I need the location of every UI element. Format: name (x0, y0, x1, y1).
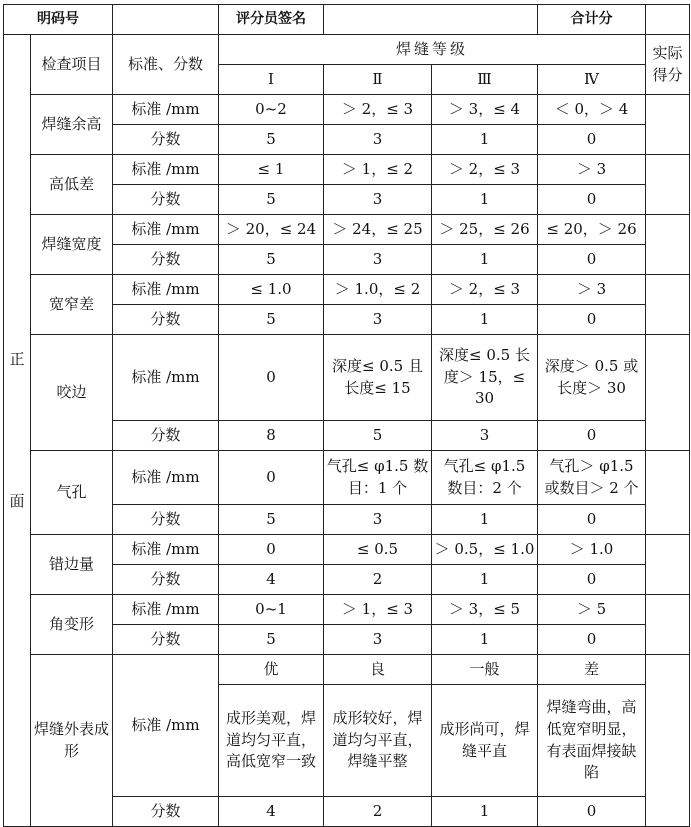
mingmahao-label: 明码号 (4, 5, 113, 35)
item-label: 焊缝外表成形 (31, 655, 113, 827)
grade-2-header: Ⅱ (324, 65, 432, 95)
item-label: 焊缝宽度 (31, 215, 113, 275)
score-value: 0 (538, 565, 646, 595)
std-label: 标准 /mm (113, 595, 219, 625)
score-value: 8 (219, 421, 324, 451)
side-label-cell (4, 35, 31, 827)
std-value: ＞ 1，≤ 3 (324, 595, 432, 625)
score-label: 分数 (113, 565, 219, 595)
std-label: 标准 /mm (113, 95, 219, 125)
weld-score-table (3, 4, 690, 827)
table-row (4, 335, 690, 421)
score-value: 0 (538, 421, 646, 451)
std-value: 成形较好，焊道均匀平直，焊缝平整 (324, 685, 432, 797)
std-value: 0 (219, 451, 324, 505)
actual-score-cell[interactable] (646, 335, 690, 451)
table-row (4, 215, 690, 245)
std-value: ＞ 2，≤ 3 (432, 155, 538, 185)
actual-score-cell[interactable] (646, 595, 690, 655)
standard-column-header: 标准、分数 (113, 35, 219, 95)
std-value: 0~2 (219, 95, 324, 125)
score-label: 分数 (113, 125, 219, 155)
std-value: ＞ 3 (538, 275, 646, 305)
grade-3-header: Ⅲ (432, 65, 538, 95)
score-value: 0 (538, 245, 646, 275)
std-value: ＞ 25，≤ 26 (432, 215, 538, 245)
pingfenyuan-value-cell[interactable] (324, 5, 538, 35)
std-value: ＜ 0，＞ 4 (538, 95, 646, 125)
table-row (4, 155, 690, 185)
level-label: 优 (219, 655, 324, 685)
actual-score-cell[interactable] (646, 451, 690, 535)
actual-score-header: 实际得分 (646, 35, 690, 95)
score-value: 2 (324, 797, 432, 827)
header-row (4, 5, 690, 35)
actual-score-cell[interactable] (646, 535, 690, 595)
score-value: 1 (432, 797, 538, 827)
table-row (4, 95, 690, 125)
score-value: 5 (219, 505, 324, 535)
item-label: 宽窄差 (31, 275, 113, 335)
column-header-row (4, 35, 690, 65)
score-value: 3 (324, 305, 432, 335)
std-label: 标准 /mm (113, 215, 219, 245)
std-label: 标准 /mm (113, 535, 219, 565)
score-value: 3 (432, 421, 538, 451)
side-label (10, 349, 25, 513)
score-label: 分数 (113, 185, 219, 215)
table-row (4, 535, 690, 565)
score-value: 3 (324, 125, 432, 155)
item-label: 错边量 (31, 535, 113, 595)
item-label: 咬边 (31, 335, 113, 451)
actual-score-cell[interactable] (646, 275, 690, 335)
std-value: ＞ 2，≤ 3 (432, 275, 538, 305)
side-label-mian: 面 (9, 491, 25, 510)
heji-value-cell[interactable] (646, 5, 690, 35)
std-value: ＞ 5 (538, 595, 646, 625)
score-value: 0 (538, 185, 646, 215)
score-value: 0 (538, 625, 646, 655)
level-label: 良 (324, 655, 432, 685)
score-value: 1 (432, 305, 538, 335)
std-value: ≤ 1 (219, 155, 324, 185)
std-value: 0~1 (219, 595, 324, 625)
std-value: 0 (219, 535, 324, 565)
side-label-gap (10, 371, 25, 491)
actual-score-cell[interactable] (646, 215, 690, 275)
std-value: 焊缝弯曲，高低宽窄明显，有表面焊接缺陷 (538, 685, 646, 797)
score-value: 0 (538, 125, 646, 155)
score-label: 分数 (113, 625, 219, 655)
std-value: 气孔≤ φ1.5 数目：2 个 (432, 451, 538, 505)
score-label: 分数 (113, 797, 219, 827)
score-value: 1 (432, 185, 538, 215)
std-value: ＞ 24，≤ 25 (324, 215, 432, 245)
std-value: ≤ 20，＞ 26 (538, 215, 646, 245)
item-label: 气孔 (31, 451, 113, 535)
std-value: ＞ 20，≤ 24 (219, 215, 324, 245)
std-value: ＞ 3 (538, 155, 646, 185)
std-value: ＞ 3，≤ 5 (432, 595, 538, 625)
score-label: 分数 (113, 421, 219, 451)
std-value: 深度＞ 0.5 或长度＞ 30 (538, 335, 646, 421)
std-value: 深度≤ 0.5 长度＞ 15，≤ 30 (432, 335, 538, 421)
std-value: ＞ 3，≤ 4 (432, 95, 538, 125)
score-value: 5 (219, 305, 324, 335)
level-label: 一般 (432, 655, 538, 685)
score-value: 5 (219, 125, 324, 155)
score-value: 3 (324, 185, 432, 215)
mingmahao-value-cell[interactable] (113, 5, 219, 35)
score-label: 分数 (113, 305, 219, 335)
item-column-header: 检查项目 (31, 35, 113, 95)
score-value: 1 (432, 625, 538, 655)
score-value: 0 (538, 505, 646, 535)
std-value: ≤ 0.5 (324, 535, 432, 565)
score-value: 2 (324, 565, 432, 595)
std-label: 标准 /mm (113, 451, 219, 505)
score-value: 1 (432, 565, 538, 595)
std-value: 深度≤ 0.5 且长度≤ 15 (324, 335, 432, 421)
std-label: 标准 /mm (113, 655, 219, 797)
table-row (4, 275, 690, 305)
score-value: 5 (219, 245, 324, 275)
actual-score-cell[interactable] (646, 655, 690, 827)
score-value: 1 (432, 125, 538, 155)
grade-title: 焊缝等级 (219, 35, 646, 65)
std-value: 成形尚可，焊缝平直 (432, 685, 538, 797)
heji-label: 合计分 (538, 5, 646, 35)
score-label: 分数 (113, 245, 219, 275)
std-label: 标准 /mm (113, 335, 219, 421)
score-value: 1 (432, 505, 538, 535)
score-label: 分数 (113, 505, 219, 535)
std-value: 0 (219, 335, 324, 421)
table-row (4, 451, 690, 505)
score-value: 3 (324, 625, 432, 655)
std-value: ＞ 1，≤ 2 (324, 155, 432, 185)
std-value: ＞ 0.5，≤ 1.0 (432, 535, 538, 565)
item-label: 焊缝余高 (31, 95, 113, 155)
level-label: 差 (538, 655, 646, 685)
grade-1-header: Ⅰ (219, 65, 324, 95)
item-label: 角变形 (31, 595, 113, 655)
table-row (4, 595, 690, 625)
std-value: ＞ 1.0 (538, 535, 646, 565)
actual-score-cell[interactable] (646, 95, 690, 155)
grade-4-header: Ⅳ (538, 65, 646, 95)
score-value: 5 (219, 625, 324, 655)
score-value: 0 (538, 797, 646, 827)
side-label-zheng: 正 (9, 349, 25, 368)
score-value: 0 (538, 305, 646, 335)
std-value: ＞ 1.0，≤ 2 (324, 275, 432, 305)
score-value: 5 (219, 185, 324, 215)
std-value: 气孔＞ φ1.5 或数目＞ 2 个 (538, 451, 646, 505)
item-label: 高低差 (31, 155, 113, 215)
std-value: ＞ 2，≤ 3 (324, 95, 432, 125)
std-value: 气孔≤ φ1.5 数目：1 个 (324, 451, 432, 505)
table-row (4, 655, 690, 685)
score-value: 1 (432, 245, 538, 275)
score-value: 3 (324, 245, 432, 275)
pingfenyuan-label: 评分员签名 (219, 5, 324, 35)
std-label: 标准 /mm (113, 155, 219, 185)
score-value: 4 (219, 565, 324, 595)
score-value: 4 (219, 797, 324, 827)
std-value: 成形美观，焊道均匀平直，高低宽窄一致 (219, 685, 324, 797)
std-value: ≤ 1.0 (219, 275, 324, 305)
std-label: 标准 /mm (113, 275, 219, 305)
score-value: 3 (324, 505, 432, 535)
table-body (4, 5, 690, 827)
actual-score-cell[interactable] (646, 155, 690, 215)
score-value: 5 (324, 421, 432, 451)
